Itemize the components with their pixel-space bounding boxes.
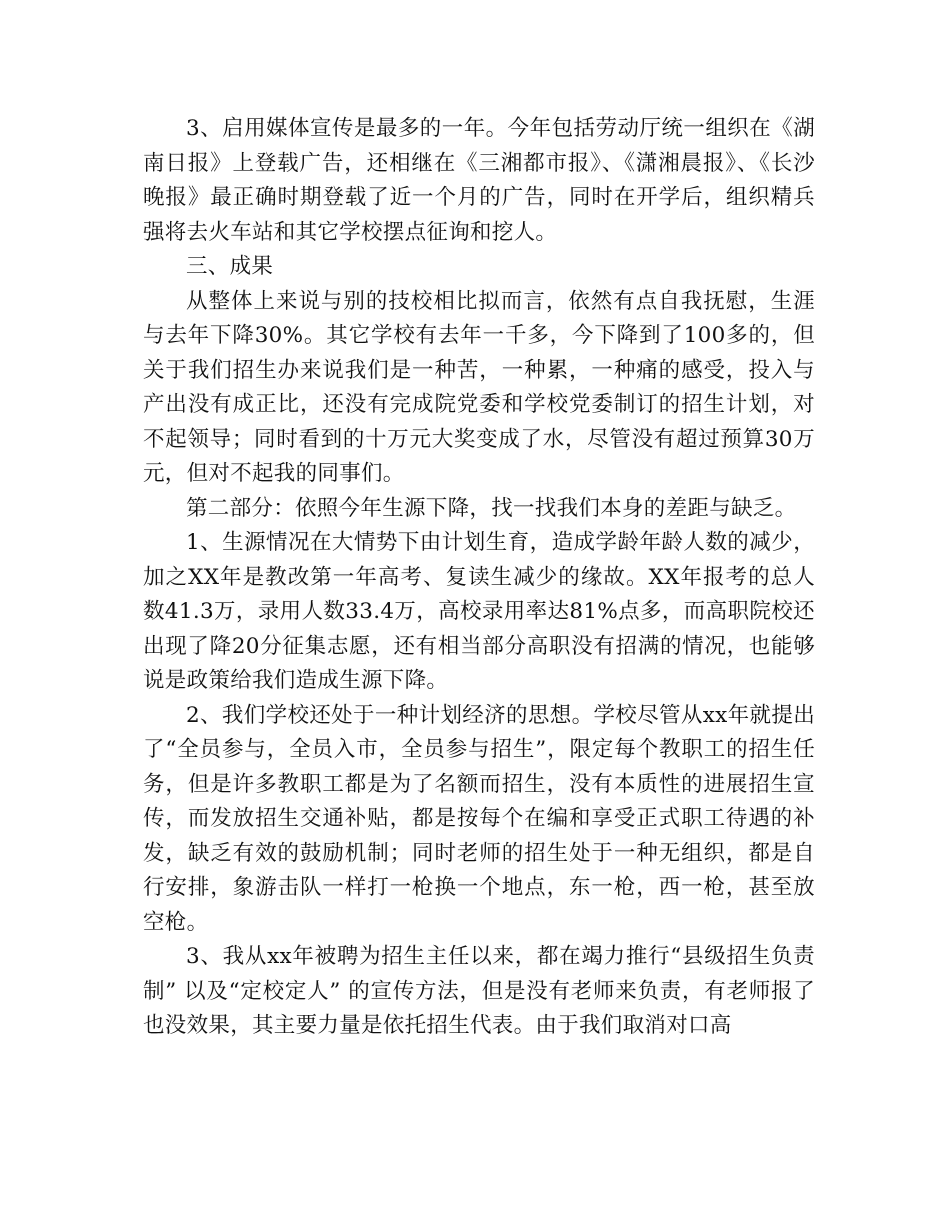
section-heading-part-two: 第二部分：依照今年生源下降，找一找我们本身的差距与缺乏。 (186, 495, 797, 521)
paragraph-media-publicity: 3、启用媒体宣传是最多的一年。今年包括劳动厅统一组织在《湖南日报》上登载广告，还相继在《三湘都市报》、《潇湘晨报》、《长沙晚报》最正确时期登载了近一个月的广告，同时在开学后，组织精兵强将去火车站和其它学校摆点征询和挖人。 (143, 116, 815, 245)
paragraph-results: 从整体上来说与别的技校相比拟而言，依然有点自我抚慰，生涯与去年下降30%。其它学校有去年一千多，今下降到了100多的，但关于我们招生办来说我们是一种苦，一种累，一种痛的感受，投入与产出没有成正比，还没有完成院党委和学校党委制订的招生计划，对不起领导；同时看到的十万元大奖变成了水，尽管没有超过预算30万元，但对不起我的同事们。 (143, 288, 815, 486)
section-heading-results: 三、成果 (186, 254, 274, 279)
document-body (143, 112, 815, 1044)
paragraph-recruitment-director: 3、我从xx年被聘为招生主任以来，都在竭力推行“县级招生负责制” 以及“定校定人” 的宣传方法，但是没有老师来负责，有老师报了也没效果，其主要力量是依托招生代表。由于我们取消对口高 (143, 944, 815, 1038)
paragraph-student-source: 1、生源情况在大情势下由计划生育，造成学龄年龄人数的减少，加之XX年是教改第一年高考、复读生减少的缘故。XX年报考的总人数41.3万，录用人数33.4万，高校录用率达81%点多，而高职院校还出现了降20分征集志愿，还有相当部分高职没有招满的情况，也能够说是政策给我们造成生源下降。 (143, 530, 815, 693)
paragraph-planned-economy: 2、我们学校还处于一种计划经济的思想。学校尽管从xx年就提出了“全员参与，全员入市，全员参与招生”，限定每个教职工的招生任务，但是许多教职工都是为了名额而招生，没有本质性的进展招生宣传，而发放招生交通补贴，都是按每个在编和享受正式职工待遇的补发，缺乏有效的鼓励机制；同时老师的招生处于一种无组织，都是自行安排，象游击队一样打一枪换一个地点，东一枪，西一枪，甚至放空枪。 (143, 702, 815, 935)
